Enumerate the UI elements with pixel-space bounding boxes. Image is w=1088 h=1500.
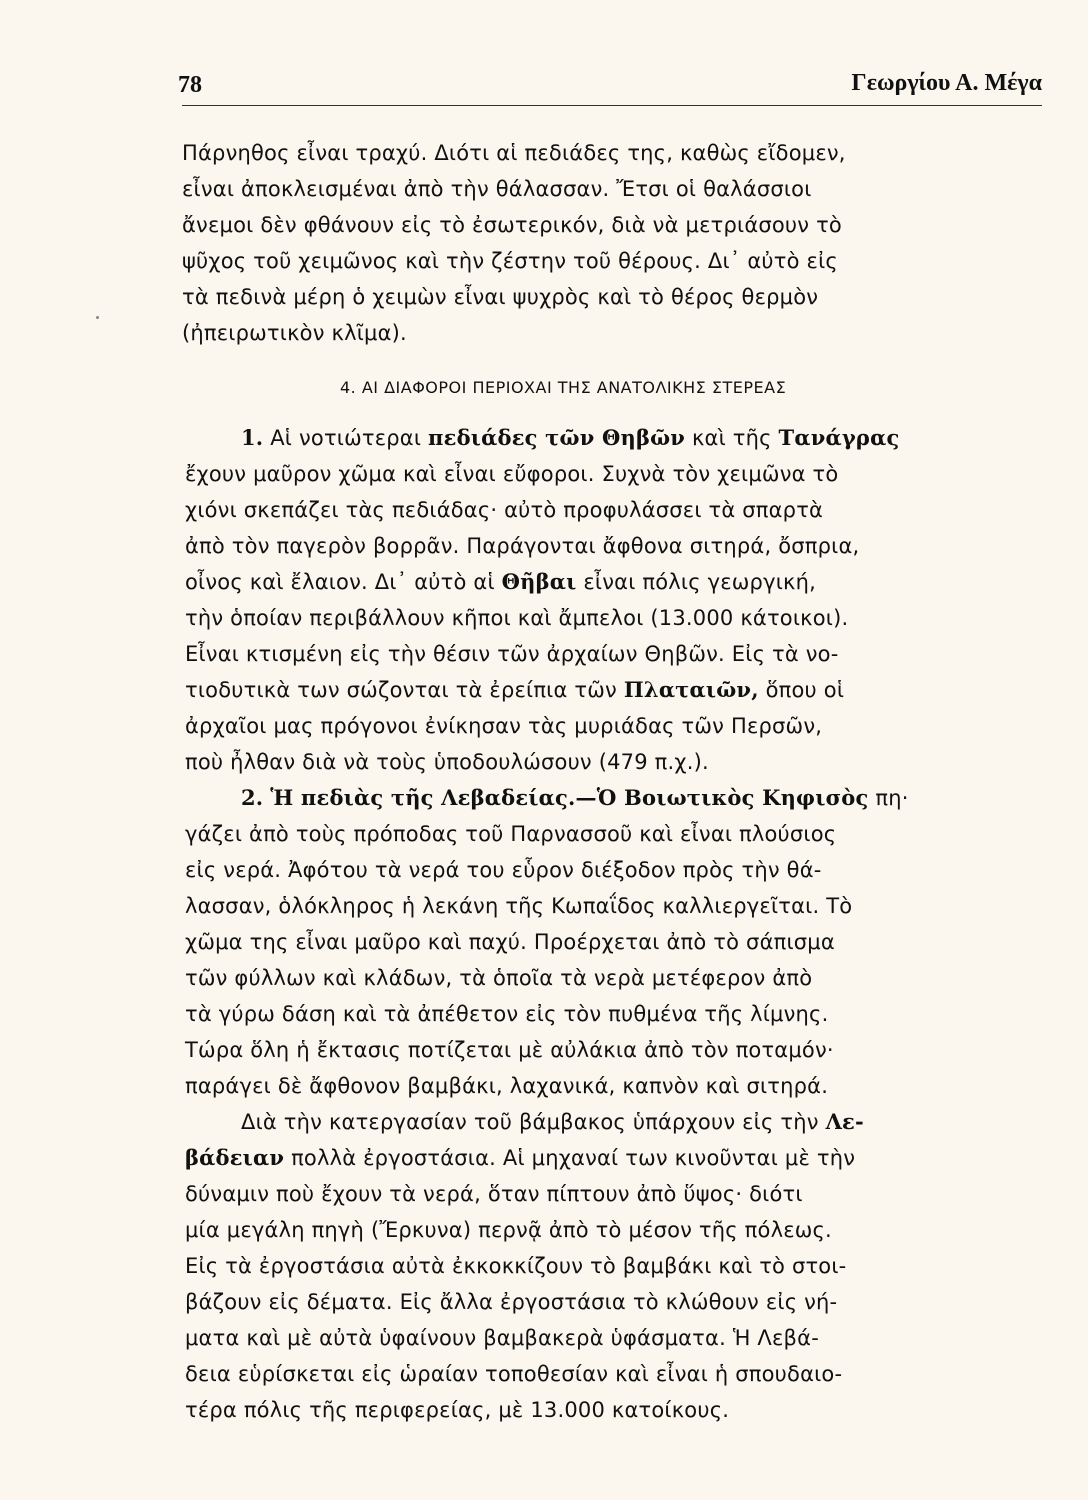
text-span: ὅπου οἱ	[765, 678, 845, 702]
text-line: παράγει δὲ ἄφθονον βαμβάκι, λαχανικά, καπνὸν καὶ σιτηρά.	[185, 1074, 829, 1098]
text-line: τὰ πεδινὰ μέρη ὁ χειμὼν εἶναι ψυχρὸς καὶ τὸ θέρος θερμὸν	[182, 285, 819, 309]
text-line: Τώρα ὅλη ἡ ἔκτασις ποτίζεται μὲ αὐλάκια ἀπὸ τὸν ποταμόν·	[185, 1038, 834, 1062]
text-line: Εἰς τὰ ἐργοστάσια αὐτὰ ἐκκοκκίζουν τὸ βαμβάκι καὶ τὸ στοι-	[185, 1254, 847, 1278]
bold-term: Λε-	[825, 1109, 864, 1134]
page-number: 78	[178, 72, 202, 98]
running-header-author: Γεωργίου Α. Μέγα	[851, 70, 1042, 96]
text-line: βάζουν εἰς δέματα. Εἰς ἄλλα ἐργοστάσια τὸ κλώθουν εἰς νή-	[185, 1290, 838, 1314]
text-line: ἔχουν μαῦρον χῶμα καὶ εἶναι εὔφοροι. Συχνὰ τὸν χειμῶνα τὸ	[185, 462, 839, 486]
text-line: ἄνεμοι δὲν φθάνουν εἰς τὸ ἐσωτερικόν, διὰ νὰ μετριάσουν τὸ	[182, 213, 842, 237]
bold-title: Ἡ πεδιὰς τῆς Λεβαδείας.—Ὁ Βοιωτικὸς Κηφισὸς	[270, 785, 869, 810]
text-span: Διὰ τὴν κατεργασίαν τοῦ βάμβακος ὑπάρχουν εἰς τὴν	[241, 1110, 819, 1134]
text-line: ματα καὶ μὲ αὐτὰ ὑφαίνουν βαμβακερὰ ὑφάσματα. Ἡ Λεβά-	[185, 1326, 819, 1350]
text-span: πολλὰ ἐργοστάσια. Αἱ μηχαναί των κινοῦνται μὲ τὴν	[291, 1146, 856, 1170]
bold-term: βάδειαν	[185, 1145, 285, 1170]
paragraph-number: 2.	[241, 785, 264, 810]
paragraph-number: 1.	[241, 425, 264, 450]
text-span: εἶναι πόλις γεωργική,	[583, 570, 816, 594]
text-line	[185, 1140, 1045, 1176]
main-text	[185, 420, 1045, 1428]
text-line: μία μεγάλη πηγὴ (Ἔρκυνα) περνᾷ ἀπὸ τὸ μέσον τῆς πόλεως.	[185, 1218, 832, 1242]
bold-term: πεδιάδες τῶν Θηβῶν	[428, 425, 686, 450]
text-span: οἶνος καὶ ἔλαιον. Δι᾿ αὐτὸ αἱ	[185, 570, 495, 594]
paragraph3-first-line	[185, 1104, 1045, 1140]
text-line: τέρα πόλις τῆς περιφερείας, μὲ 13.000 κατοίκους.	[185, 1398, 730, 1422]
text-line: χῶμα της εἶναι μαῦρο καὶ παχύ. Προέρχεται ἀπὸ τὸ σάπισμα	[185, 930, 835, 954]
text-line: ἀπὸ τὸν παγερὸν βορρᾶν. Παράγονται ἄφθονα σιτηρά, ὄσπρια,	[185, 534, 860, 558]
header-rule	[182, 105, 1042, 106]
bold-term: Θῆβαι	[501, 569, 577, 594]
margin-speck	[96, 316, 99, 319]
bold-term: Πλαταιῶν,	[623, 677, 759, 702]
text-line: Εἶναι κτισμένη εἰς τὴν θέσιν τῶν ἀρχαίων Θηβῶν. Εἰς τὰ νο-	[185, 642, 839, 666]
text-line: εἰς νερά. Ἀφότου τὰ νερά του εὗρον διέξοδον πρὸς τὴν θά-	[185, 858, 822, 882]
section-heading: 4. ΑΙ ΔΙΑΦΟΡΟΙ ΠΕΡΙΟΧΑΙ ΤΗΣ ΑΝΑΤΟΛΙΚΗΣ ΣΤΕΡΕΑΣ	[340, 378, 787, 397]
text-span: Αἱ νοτιώτεραι	[270, 426, 422, 450]
paragraph1-first-line	[185, 420, 1045, 456]
text-line: τὴν ὁποίαν περιβάλλουν κῆποι καὶ ἄμπελοι (13.000 κάτοικοι).	[185, 606, 849, 630]
text-line: (ἠπειρωτικὸν κλῖμα).	[182, 321, 407, 345]
text-line: Πάρνηθος εἶναι τραχύ. Διότι αἱ πεδιάδες της, καθὼς εἴδομεν,	[182, 141, 846, 165]
text-span: τιοδυτικὰ των σώζονται τὰ ἐρείπια τῶν	[185, 678, 617, 702]
text-line: χιόνι σκεπάζει τὰς πεδιάδας· αὐτὸ προφυλάσσει τὰ σπαρτὰ	[185, 498, 824, 522]
text-line: δεια εὑρίσκεται εἰς ὡραίαν τοποθεσίαν καὶ εἶναι ἡ σπουδαιο-	[185, 1362, 843, 1386]
text-line: τῶν φύλλων καὶ κλάδων, τὰ ὁποῖα τὰ νερὰ μετέφερον ἀπὸ	[185, 966, 813, 990]
text-line	[185, 672, 1045, 708]
text-line: ψῦχος τοῦ χειμῶνος καὶ τὴν ζέστην τοῦ θέρους. Δι᾿ αὐτὸ εἰς	[182, 249, 838, 273]
text-line: δύναμιν ποὺ ἔχουν τὰ νερά, ὅταν πίπτουν ἀπὸ ὕψος· διότι	[185, 1182, 803, 1206]
bold-term: Τανάγρας	[778, 425, 900, 450]
text-span: πη·	[875, 786, 909, 810]
text-line: εἶναι ἀποκλεισμέναι ἀπὸ τὴν θάλασσαν. Ἔτσι οἱ θαλάσσιοι	[182, 177, 812, 201]
paragraph2-first-line	[185, 780, 1045, 816]
text-line: γάζει ἀπὸ τοὺς πρόποδας τοῦ Παρνασσοῦ καὶ εἶναι πλούσιος	[185, 822, 837, 846]
intro-paragraph	[182, 135, 1044, 351]
text-line: ποὺ ἦλθαν διὰ νὰ τοὺς ὑποδουλώσουν (479 π.χ.).	[185, 750, 709, 774]
text-line: τὰ γύρω δάση καὶ τὰ ἀπέθετον εἰς τὸν πυθμένα τῆς λίμνης.	[185, 1002, 829, 1026]
text-line: λασσαν, ὁλόκληρος ἡ λεκάνη τῆς Κωπαΐδος καλλιεργεῖται. Τὸ	[185, 894, 853, 918]
text-span: καὶ τῆς	[691, 426, 772, 450]
text-line	[185, 564, 1045, 600]
text-line: ἀρχαῖοι μας πρόγονοι ἐνίκησαν τὰς μυριάδας τῶν Περσῶν,	[185, 714, 823, 738]
